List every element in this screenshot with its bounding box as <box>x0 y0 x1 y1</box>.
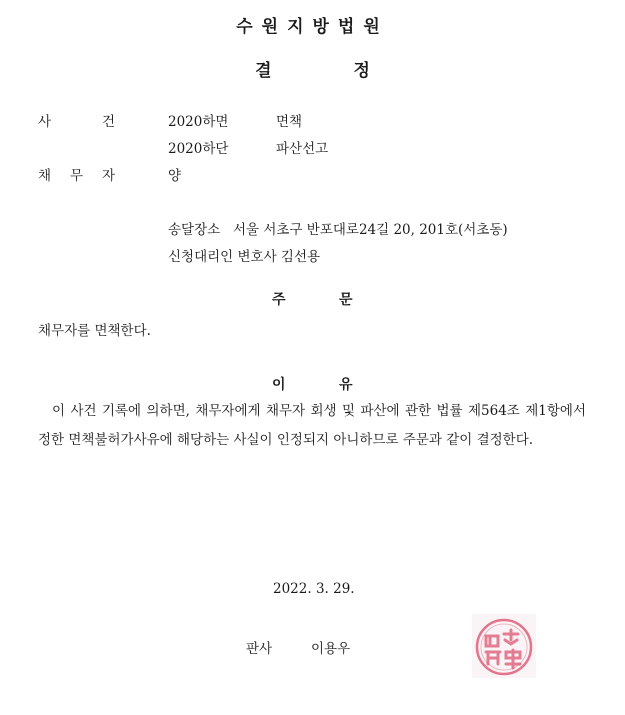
case-number-1: 2020하면 <box>168 114 229 130</box>
case-name-1: 면책 <box>276 114 303 130</box>
order-heading-char-1: 주 <box>272 292 286 308</box>
document-type-title: 결정 <box>255 61 452 81</box>
debtor-label-char-2: 무 <box>70 168 84 184</box>
address-label: 송달장소 <box>168 222 221 238</box>
judge-name: 이용우 <box>311 641 351 657</box>
debtor-address: 서울 서초구 반포대로24길 20, 201호(서초동) <box>233 222 508 238</box>
case-number-2: 2020하단 <box>168 141 229 157</box>
order-text: 채무자를 면책한다. <box>38 323 151 339</box>
judge-title: 판사 <box>246 641 273 657</box>
case-label-char-2: 건 <box>102 114 116 130</box>
case-name-2: 파산선고 <box>276 141 329 157</box>
debtor-label-char-3: 자 <box>102 168 116 184</box>
reason-heading-char-2: 유 <box>339 377 353 393</box>
case-label-char-1: 사 <box>38 114 52 130</box>
reason-paragraph: 이 사건 기록에 의하면, 채무자에게 채무자 회생 및 파산에 관한 법률 제564조 제1항에서 정한 면책불허가사유에 해당하는 사실이 인정되지 아니하므로 주문과 같이 결정한다. <box>38 403 586 448</box>
court-name: 수원지방법원 <box>236 17 389 37</box>
judge-seal <box>472 614 536 678</box>
reason-heading-char-1: 이 <box>272 377 286 393</box>
debtor-agent: 신청대리인 변호사 김선용 <box>168 249 321 265</box>
debtor-name: 양 <box>168 168 182 184</box>
order-heading-char-2: 문 <box>339 292 353 308</box>
decision-date: 2022. 3. 29. <box>273 581 355 597</box>
debtor-label-char-1: 채 <box>38 168 52 184</box>
